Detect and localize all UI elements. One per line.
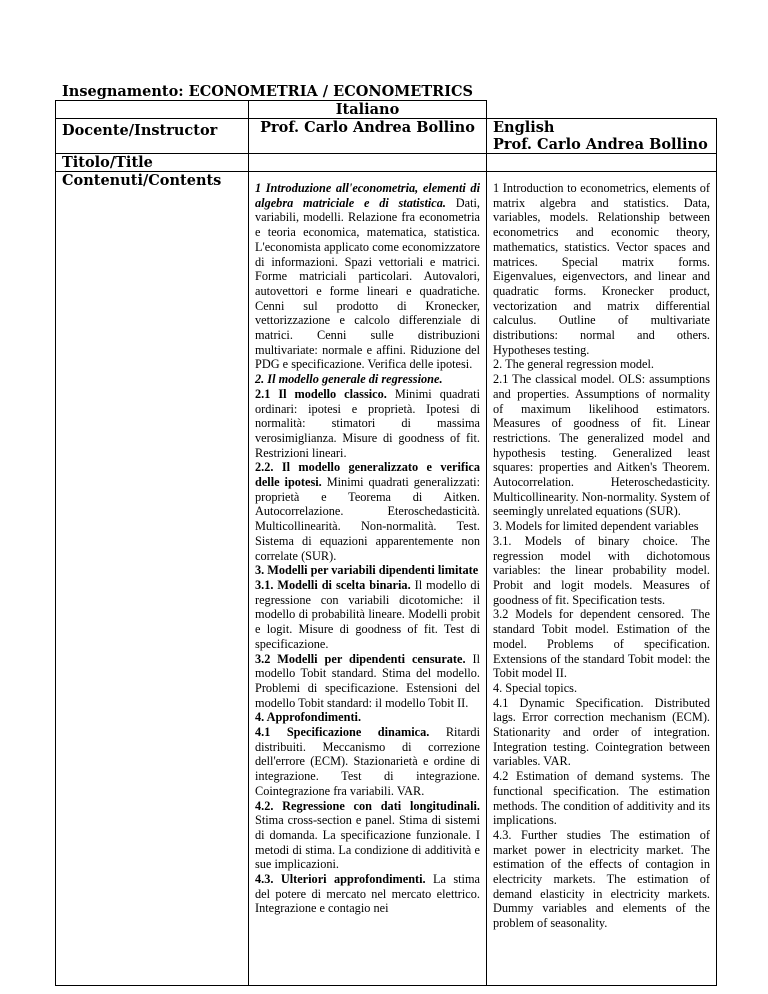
italian-paragraph xyxy=(255,578,480,652)
english-paragraph: 2. The general regression model. xyxy=(493,357,654,372)
instructor-row xyxy=(56,119,717,154)
italian-text: Stima cross-section e panel. Stima di sistemi di domanda. La specificazione funzionale. I metodi di stima. La condizione di additività e sue implicazioni. xyxy=(255,813,480,872)
english-title-cell xyxy=(487,154,717,172)
italian-paragraph xyxy=(255,725,480,799)
italian-heading: 1 Introduzione all'econometria, elementi di algebra matriciale e di statistica. xyxy=(255,181,480,210)
italian-paragraph xyxy=(255,387,480,461)
english-instructor-name: Prof. Carlo Andrea Bollino xyxy=(493,136,708,153)
italian-paragraph xyxy=(255,799,480,873)
english-paragraph: 3.1. Models of binary choice. The regression model with dichotomous variables: the linear probability model. Probit and logit models. Measures of goodness of fit. Specification tests. xyxy=(493,533,710,607)
english-paragraph: 3. Models for limited dependent variables xyxy=(493,519,699,534)
italian-paragraph xyxy=(255,652,480,711)
italian-header: Italiano xyxy=(249,101,487,119)
italian-heading: 4.1 Specificazione dinamica. xyxy=(255,725,430,740)
english-header-cell xyxy=(487,101,717,119)
italian-paragraph xyxy=(255,710,480,725)
instructor-label: Docente/Instructor xyxy=(56,119,249,154)
english-paragraph: 3.2 Models for dependent censored. The standard Tobit model. Estimation of the model. Problems of specification. Extensions of the standard Tobit model: the Tobit model II. xyxy=(493,607,710,681)
italian-text: Il modello Tobit standard. Stima del modello. Problemi di specificazione. Estensioni del modello Tobit standard: il modello Tobit II. xyxy=(255,651,480,710)
italian-heading: 2. Il modello generale di regressione. xyxy=(255,372,443,387)
title-row xyxy=(56,154,717,172)
italian-paragraph xyxy=(255,372,480,387)
english-contents xyxy=(487,172,717,986)
italian-text: La stima del potere di mercato nel mercato elettrico. Integrazione e contagio nei xyxy=(255,872,480,916)
language-row xyxy=(56,101,717,119)
english-paragraph: 1 Introduction to econometrics, elements of matrix algebra and statistics. Data, variables, models. Relationship between econometrics and economic theory, mathematics, statistics. Vector spaces and matrices. Special matrix forms. Eigenvalues, eigenvectors, and linear and quadratic forms. Kronecker product, vectorization and matrix differential calculus. Outline of multivariate distributions: normal and others. Hypotheses testing. xyxy=(493,181,710,357)
course-title: Insegnamento: ECONOMETRIA / ECONOMETRICS xyxy=(62,83,473,100)
italian-heading: 4.3. Ulteriori approfondimenti. xyxy=(255,872,426,887)
italian-text: Ritardi distribuiti. Meccanismo di correzione dell'errore (ECM). Stazionarietà e ordine di integrazione. Test di integrazione. Cointegrazione fra variabili. VAR. xyxy=(255,725,480,798)
empty-cell xyxy=(56,101,249,119)
italian-title-cell xyxy=(249,154,487,172)
italian-heading: 4. Approfondimenti. xyxy=(255,710,362,725)
italian-paragraph xyxy=(255,181,480,372)
italian-heading: 2.2. Il modello generalizzato e verifica delle ipotesi. xyxy=(255,460,480,490)
italian-text: Dati, variabili, modelli. Relazione fra econometria e teoria economica, matematica, statistica. L'economista applicato come economizzatore di informazioni. Spazi vettoriali e matrici. Forme matriciali particolari. Autovalori, autovettori e forme lineari e quadratiche. Cenni sul prodotto di Kronecker, vettorizzazione e calcolo differenziale di matrici. Cenni sulle distribuzioni multivariate: normale e affini. Riduzione del PDG e specificazione. Verifica delle ipotesi. xyxy=(255,195,480,372)
english-instructor xyxy=(487,119,717,154)
italian-paragraph xyxy=(255,563,480,578)
italian-heading: 2.1 Il modello classico. xyxy=(255,386,387,401)
title-label: Titolo/Title xyxy=(56,154,249,172)
italian-contents xyxy=(249,172,487,986)
italian-paragraph xyxy=(255,872,480,916)
english-paragraph: 4.3. Further studies The estimation of market power in electricity market. The estimation of the effects of contagion in electricity markets. The estimation of demand elasticity in electricity markets. Dummy variables and elements of the problem of seasonality. xyxy=(493,827,710,931)
contents-label: Contenuti/Contents xyxy=(56,172,249,986)
italian-text: Il modello di regressione con variabili dicotomiche: il modello di probabilità lineare. Modelli probit e logit. Misure di goodness of fit. Test di specificazione. xyxy=(255,577,480,651)
italian-paragraph xyxy=(255,460,480,563)
italian-instructor: Prof. Carlo Andrea Bollino xyxy=(249,119,487,154)
course-table xyxy=(55,100,717,986)
english-lang-label: English xyxy=(493,119,555,136)
italian-heading: 3. Modelli per variabili dipendenti limitate xyxy=(255,563,479,578)
english-paragraph: 4.2 Estimation of demand systems. The functional specification. The estimation methods. The condition of additivity and its implications. xyxy=(493,769,710,828)
contents-row xyxy=(56,172,717,986)
english-paragraph: 2.1 The classical model. OLS: assumptions and properties. Assumptions of normality of maximum likelihood estimators. Measures of goodness of fit. Linear restrictions. The generalized model and hypothesis testing. Generalized least squares: properties and Aitken's Theorem. Autocorrelation. Heteroschedasticity. Multicollinearity. Non-normality. System of seemingly unrelated equations (SUR). xyxy=(493,372,710,519)
italian-heading: 4.2. Regressione con dati longitudinali. xyxy=(255,798,480,813)
italian-text: Minimi quadrati ordinari: ipotesi e proprietà. Ipotesi di normalità: stimatori di massima verosimiglianza. Misure di goodness of fit. Restrizioni lineari. xyxy=(255,386,480,460)
italian-heading: 3.1. Modelli di scelta binaria. xyxy=(255,577,411,592)
english-paragraph: 4. Special topics. xyxy=(493,680,578,695)
english-paragraph: 4.1 Dynamic Specification. Distributed lags. Error correction mechanism (ECM). Stationarity and order of integration. Integration testing. Cointegration between variables. VAR. xyxy=(493,695,710,769)
italian-heading: 3.2 Modelli per dipendenti censurate. xyxy=(255,651,466,666)
italian-text: Minimi quadrati generalizzati: proprietà e Teorema di Aitken. Autocorrelazione. Eteroschedasticità. Multicollinearità. Non-normalità. Test. Sistema di equazioni apparentemente non correlate (SUR). xyxy=(255,475,480,563)
